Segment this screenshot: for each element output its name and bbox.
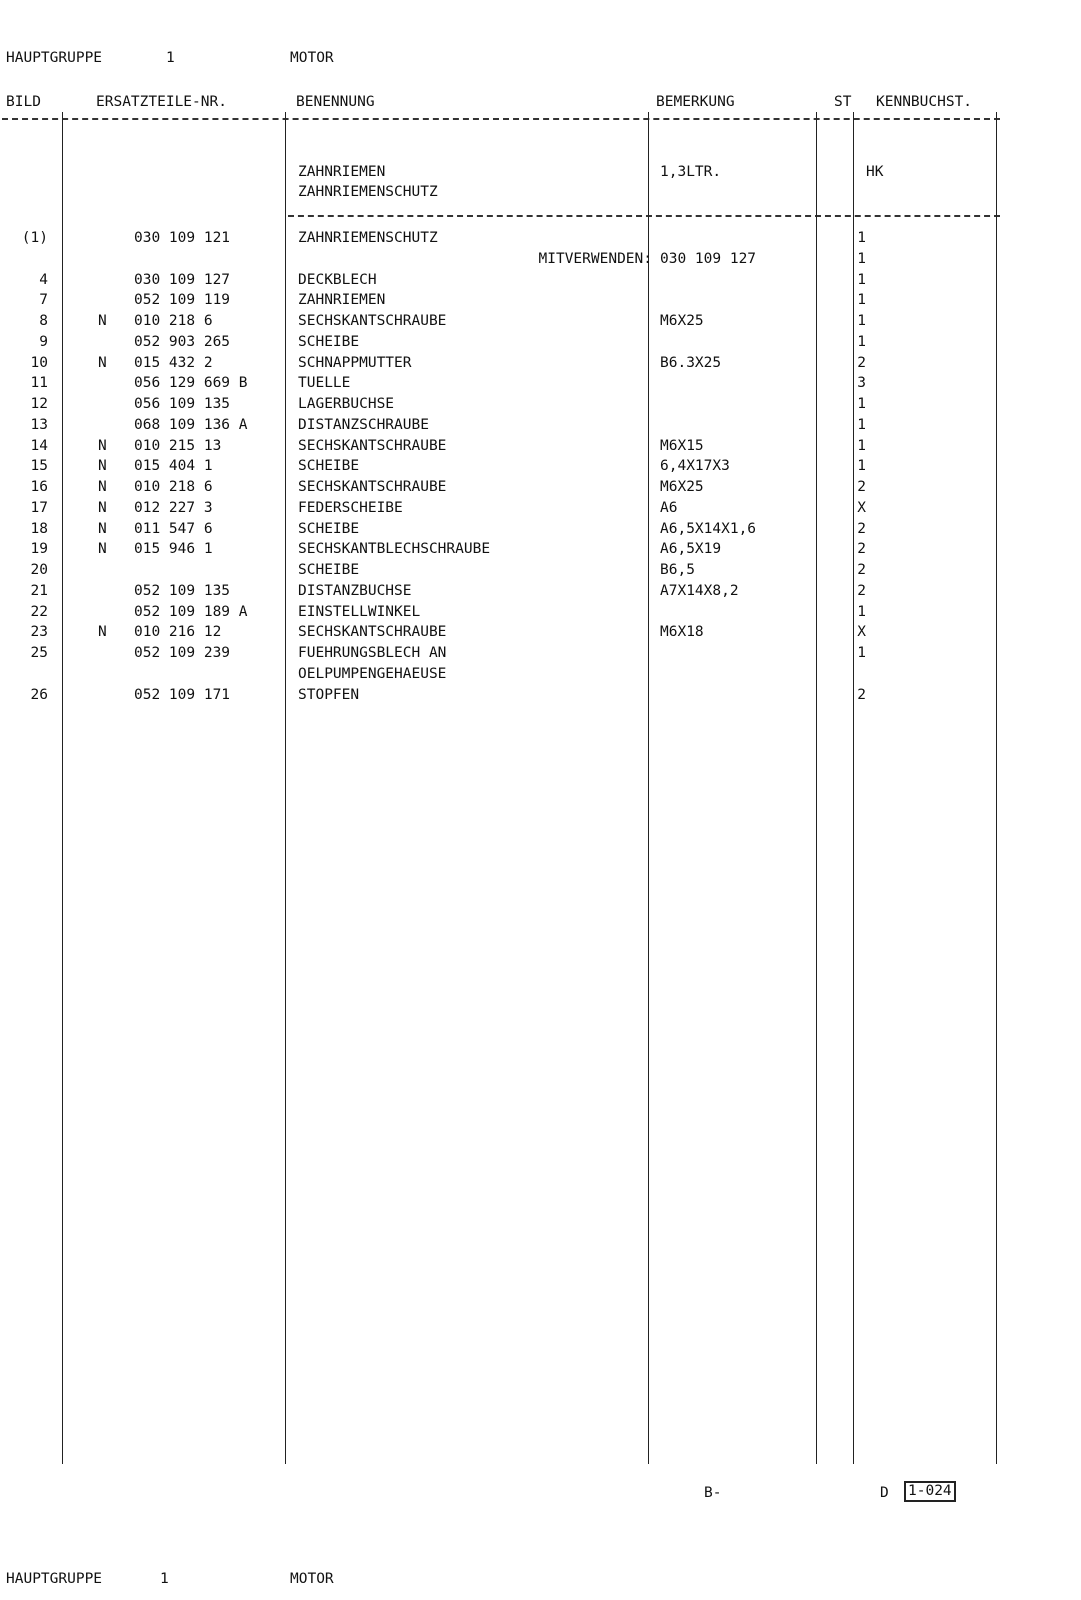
table-row	[0, 456, 1081, 476]
page-prefix: B-	[704, 1485, 722, 1501]
table-row	[0, 477, 1081, 497]
row-norm-prefix: N	[98, 458, 107, 475]
row-quantity: X	[857, 499, 866, 516]
row-norm-prefix: N	[98, 313, 107, 329]
row-quantity: 2	[857, 686, 866, 703]
row-part-number: 030 109 127	[134, 271, 231, 288]
bottom-group-number: 1	[160, 1571, 169, 1587]
row-name: SECHSKANTSCHRAUBE	[298, 479, 447, 495]
row-name: SECHSKANTSCHRAUBE	[298, 313, 447, 329]
row-part-number: 052 109 239	[134, 645, 231, 661]
row-quantity: X	[857, 624, 866, 641]
row-part-number: 012 227 3	[134, 499, 213, 516]
row-bild: 22	[30, 603, 48, 620]
row-quantity: 1	[857, 313, 866, 329]
col-header-name: BENENNUNG	[296, 94, 375, 110]
row-remark: A7X14X8,2	[660, 582, 739, 599]
table-row	[0, 373, 1081, 393]
row-quantity: 3	[857, 375, 866, 392]
table-row	[0, 270, 1081, 290]
header-separator	[2, 118, 1000, 120]
table-row	[0, 332, 1081, 352]
table-row	[0, 311, 1081, 331]
row-bild: (1)	[21, 230, 48, 246]
row-name: LAGERBUCHSE	[298, 396, 395, 412]
row-name: SECHSKANTSCHRAUBE	[298, 624, 447, 641]
col-header-part-no: ERSATZTEILE-NR.	[96, 94, 227, 110]
row-remark: 030 109 127	[660, 250, 757, 267]
row-bild: 8	[39, 313, 48, 329]
row-remark: B6,5	[660, 562, 695, 578]
row-bild: 21	[30, 582, 48, 599]
row-remark: M6X25	[660, 479, 704, 495]
table-row	[0, 581, 1081, 601]
row-name: SCHEIBE	[298, 458, 360, 475]
table-row	[0, 643, 1081, 663]
row-name: ZAHNRIEMEN	[298, 292, 386, 309]
row-part-number: 056 109 135	[134, 396, 231, 412]
row-name: SCHNAPPMUTTER	[298, 354, 412, 371]
row-bild: 15	[30, 458, 48, 475]
row-remark: M6X18	[660, 624, 704, 641]
table-row	[0, 664, 1081, 684]
row-part-number: 015 404 1	[134, 458, 213, 475]
row-part-number: 030 109 121	[134, 230, 231, 246]
table-row	[0, 602, 1081, 622]
section-separator	[288, 215, 1000, 217]
section-code: HK	[866, 164, 884, 180]
row-part-number: 052 903 265	[134, 333, 231, 350]
row-remark: A6,5X14X1,6	[660, 520, 757, 537]
row-norm-prefix: N	[98, 354, 107, 371]
row-part-number: 011 547 6	[134, 520, 213, 537]
section-remark: 1,3LTR.	[660, 164, 722, 180]
row-name: STOPFEN	[298, 686, 360, 703]
row-part-number: 010 215 13	[134, 437, 222, 454]
row-name: SCHEIBE	[298, 562, 360, 578]
col-header-bild: BILD	[6, 94, 41, 110]
row-name: TUELLE	[298, 375, 351, 392]
table-row	[0, 519, 1081, 539]
row-remark: M6X25	[660, 313, 704, 329]
main-group-label: HAUPTGRUPPE	[6, 50, 103, 66]
row-remark: B6.3X25	[660, 354, 722, 371]
row-part-number: 056 129 669 B	[134, 375, 248, 392]
table-row	[0, 498, 1081, 518]
table-row	[0, 436, 1081, 456]
row-name: DISTANZSCHRAUBE	[298, 416, 429, 433]
row-name: FUEHRUNGSBLECH AN	[298, 645, 447, 661]
row-name: SCHEIBE	[298, 333, 360, 350]
section-subtitle: ZAHNRIEMENSCHUTZ	[298, 184, 438, 200]
row-bild: 17	[30, 499, 48, 516]
row-bild: 19	[30, 541, 48, 558]
table-row	[0, 394, 1081, 414]
row-name: FEDERSCHEIBE	[298, 499, 403, 516]
row-quantity: 1	[857, 333, 866, 350]
row-bild: 23	[30, 624, 48, 641]
row-quantity: 2	[857, 354, 866, 371]
row-part-number: 010 218 6	[134, 313, 213, 329]
row-bild: 10	[30, 354, 48, 371]
row-name: DISTANZBUCHSE	[298, 582, 412, 599]
row-quantity: 1	[857, 603, 866, 620]
row-remark: A6,5X19	[660, 541, 722, 558]
row-bild: 13	[30, 416, 48, 433]
col-header-code: KENNBUCHST.	[876, 94, 973, 110]
table-row	[0, 685, 1081, 705]
row-quantity: 1	[857, 458, 866, 475]
row-part-number: 015 946 1	[134, 541, 213, 558]
row-bild: 9	[39, 333, 48, 350]
section-title: ZAHNRIEMEN	[298, 164, 386, 180]
row-quantity: 1	[857, 645, 866, 661]
row-quantity: 1	[857, 292, 866, 309]
row-norm-prefix: N	[98, 541, 107, 558]
row-name: SCHEIBE	[298, 520, 360, 537]
row-remark: 6,4X17X3	[660, 458, 730, 475]
row-part-number: 052 109 189 A	[134, 603, 248, 620]
row-quantity: 2	[857, 520, 866, 537]
row-part-number: 068 109 136 A	[134, 416, 248, 433]
row-remark: A6	[660, 499, 678, 516]
row-quantity: 1	[857, 250, 866, 267]
table-row	[0, 228, 1081, 248]
row-bild: 20	[30, 562, 48, 578]
row-name: EINSTELLWINKEL	[298, 603, 421, 620]
table-row	[0, 290, 1081, 310]
row-quantity: 1	[857, 271, 866, 288]
row-quantity: 1	[857, 416, 866, 433]
table-row	[0, 539, 1081, 559]
table-row	[0, 415, 1081, 435]
row-norm-prefix: N	[98, 520, 107, 537]
row-part-number: 052 109 119	[134, 292, 231, 309]
bottom-group-name: MOTOR	[290, 1571, 334, 1587]
row-quantity: 1	[857, 230, 866, 246]
row-bild: 16	[30, 479, 48, 495]
row-quantity: 1	[857, 437, 866, 454]
table-row	[0, 353, 1081, 373]
row-quantity: 1	[857, 396, 866, 412]
row-bild: 25	[30, 645, 48, 661]
row-part-number: 052 109 171	[134, 686, 231, 703]
table-row	[0, 249, 1081, 269]
page-letter: D	[880, 1485, 889, 1501]
row-part-number: 015 432 2	[134, 354, 213, 371]
page-id-box: 1-024	[904, 1481, 956, 1502]
row-bild: 14	[30, 437, 48, 454]
table-row	[0, 560, 1081, 580]
row-part-number: 010 218 6	[134, 479, 213, 495]
table-row	[0, 622, 1081, 642]
main-group-number: 1	[166, 50, 175, 66]
main-group-name: MOTOR	[290, 50, 334, 66]
row-bild: 7	[39, 292, 48, 309]
row-name: SECHSKANTBLECHSCHRAUBE	[298, 541, 491, 558]
row-bild: 18	[30, 520, 48, 537]
col-header-remark: BEMERKUNG	[656, 94, 735, 110]
row-bild: 12	[30, 396, 48, 412]
row-name: SECHSKANTSCHRAUBE	[298, 437, 447, 454]
row-quantity: 2	[857, 582, 866, 599]
row-quantity: 2	[857, 562, 866, 578]
row-norm-prefix: N	[98, 624, 107, 641]
col-header-qty: ST	[834, 94, 852, 110]
row-bild: 11	[30, 375, 48, 392]
row-name: ZAHNRIEMENSCHUTZ	[298, 230, 438, 246]
row-use-with-label: MITVERWENDEN:	[538, 250, 652, 267]
row-norm-prefix: N	[98, 479, 107, 495]
row-norm-prefix: N	[98, 437, 107, 454]
row-name: OELPUMPENGEHAEUSE	[298, 665, 447, 682]
row-name: DECKBLECH	[298, 271, 377, 288]
row-quantity: 2	[857, 541, 866, 558]
row-part-number: 052 109 135	[134, 582, 231, 599]
bottom-group-label: HAUPTGRUPPE	[6, 1571, 103, 1587]
row-norm-prefix: N	[98, 499, 107, 516]
row-bild: 4	[39, 271, 48, 288]
row-bild: 26	[30, 686, 48, 703]
row-remark: M6X15	[660, 437, 704, 454]
row-quantity: 2	[857, 479, 866, 495]
row-part-number: 010 216 12	[134, 624, 222, 641]
